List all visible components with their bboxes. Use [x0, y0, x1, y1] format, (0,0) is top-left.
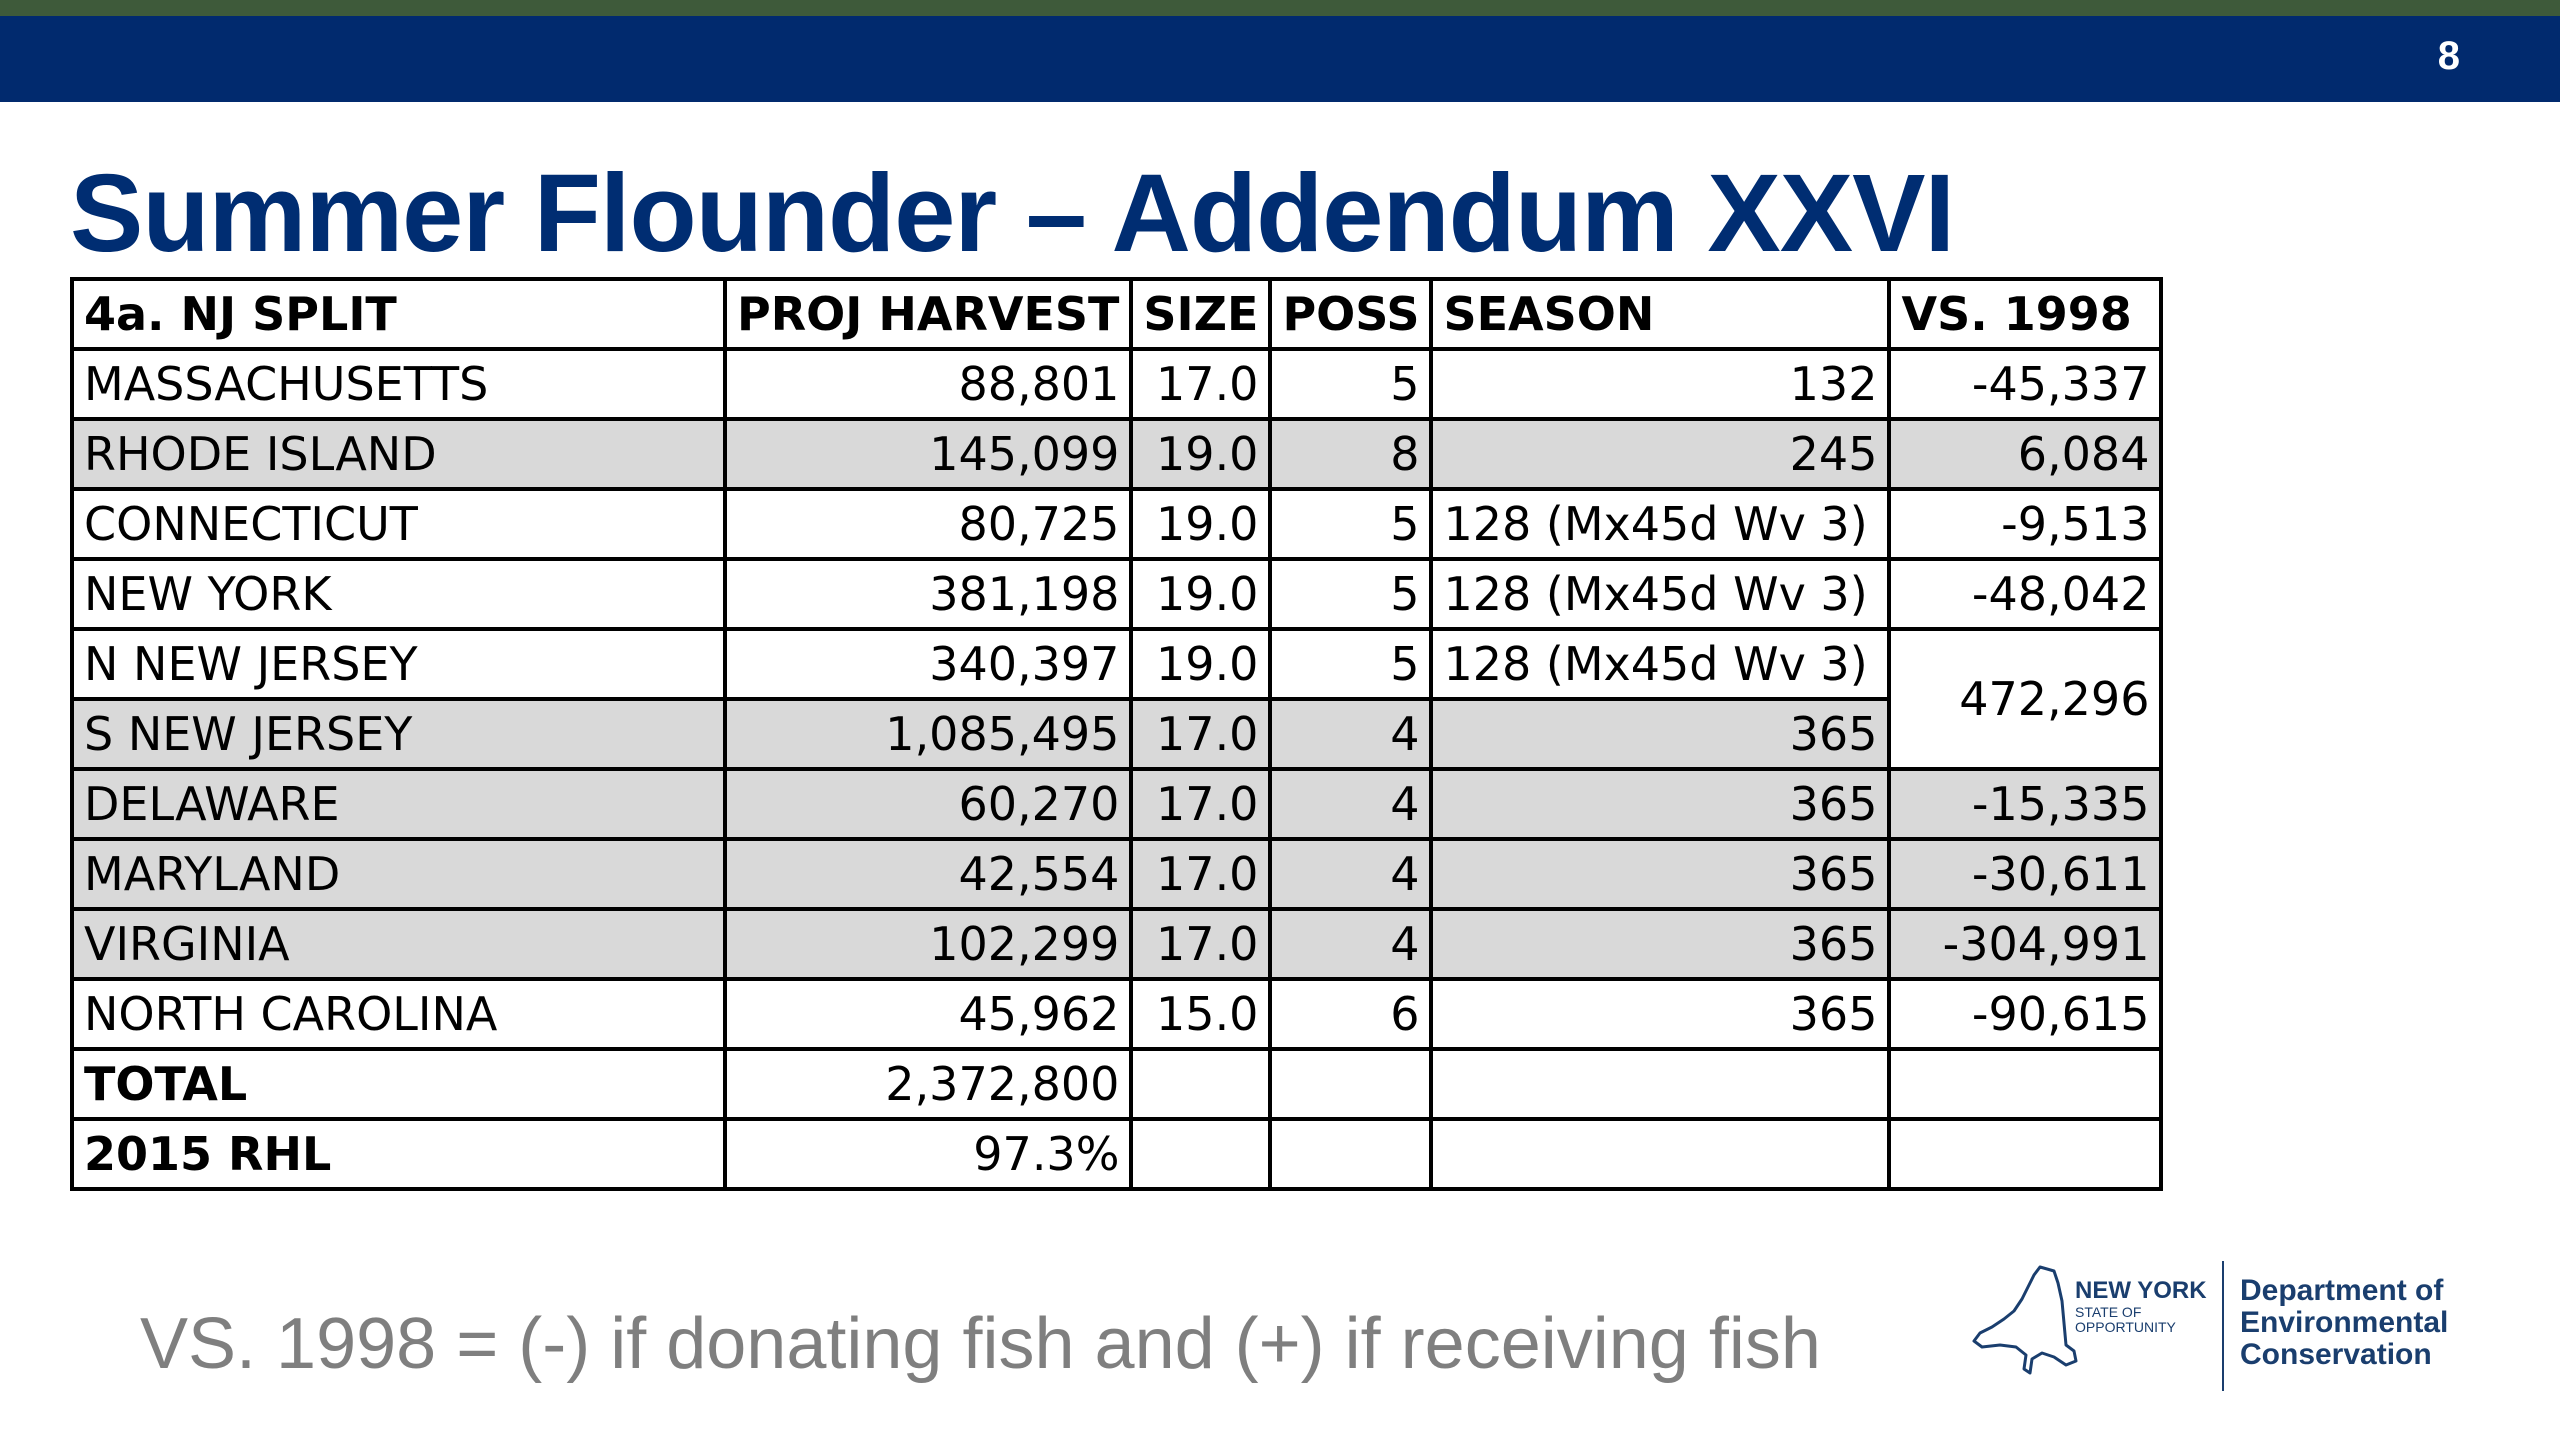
poss-cell: 4	[1270, 769, 1431, 839]
department-name: Department of Environmental Conservation	[2240, 1274, 2449, 1371]
logo-divider	[2222, 1261, 2224, 1391]
empty-cell	[1889, 1049, 2161, 1119]
state-cell: S NEW JERSEY	[72, 699, 725, 769]
season-cell: 365	[1431, 979, 1889, 1049]
season-cell: 365	[1431, 839, 1889, 909]
season-cell: 365	[1431, 909, 1889, 979]
size-cell: 17.0	[1131, 769, 1270, 839]
poss-cell: 4	[1270, 909, 1431, 979]
poss-cell: 5	[1270, 349, 1431, 419]
poss-cell: 5	[1270, 629, 1431, 699]
table-row	[72, 629, 2161, 699]
harvest-table	[70, 277, 2163, 1191]
state-cell: NEW YORK	[72, 559, 725, 629]
top-stripe	[0, 0, 2560, 16]
table-row	[72, 489, 2161, 559]
harvest-cell: 42,554	[725, 839, 1131, 909]
harvest-cell: 340,397	[725, 629, 1131, 699]
vs1998-cell: -48,042	[1889, 559, 2161, 629]
harvest-cell: 88,801	[725, 349, 1131, 419]
table-row	[72, 839, 2161, 909]
harvest-cell: 60,270	[725, 769, 1131, 839]
slide-title: Summer Flounder – Addendum XXVI	[70, 152, 1955, 275]
state-cell: NORTH CAROLINA	[72, 979, 725, 1049]
season-cell: 128 (Mx45d Wv 3)	[1431, 559, 1889, 629]
table-row	[72, 349, 2161, 419]
new-york-state-map-icon	[1970, 1261, 2080, 1381]
header-bar	[0, 16, 2560, 102]
harvest-cell: 1,085,495	[725, 699, 1131, 769]
season-cell: 365	[1431, 769, 1889, 839]
state-cell: MARYLAND	[72, 839, 725, 909]
table-row	[72, 559, 2161, 629]
poss-cell: 8	[1270, 419, 1431, 489]
vs1998-cell: -9,513	[1889, 489, 2161, 559]
table-row	[72, 699, 2161, 769]
poss-cell: 5	[1270, 559, 1431, 629]
rhl-harvest: 97.3%	[725, 1119, 1131, 1189]
col-header-season: SEASON	[1431, 279, 1889, 349]
table-row	[72, 909, 2161, 979]
col-header-size: SIZE	[1131, 279, 1270, 349]
empty-cell	[1131, 1119, 1270, 1189]
vs1998-cell: -90,615	[1889, 979, 2161, 1049]
harvest-cell: 102,299	[725, 909, 1131, 979]
rhl-row	[72, 1119, 2161, 1189]
page-number: 8	[2437, 34, 2460, 78]
harvest-cell: 80,725	[725, 489, 1131, 559]
state-cell: MASSACHUSETTS	[72, 349, 725, 419]
vs1998-cell: -304,991	[1889, 909, 2161, 979]
size-cell: 17.0	[1131, 349, 1270, 419]
season-cell: 128 (Mx45d Wv 3)	[1431, 489, 1889, 559]
total-row	[72, 1049, 2161, 1119]
poss-cell: 6	[1270, 979, 1431, 1049]
empty-cell	[1431, 1119, 1889, 1189]
size-cell: 17.0	[1131, 909, 1270, 979]
state-cell: RHODE ISLAND	[72, 419, 725, 489]
season-cell: 132	[1431, 349, 1889, 419]
state-cell: CONNECTICUT	[72, 489, 725, 559]
col-header-harvest: PROJ HARVEST	[725, 279, 1131, 349]
col-header-vs1998: VS. 1998	[1889, 279, 2161, 349]
season-cell: 245	[1431, 419, 1889, 489]
vs1998-cell: -30,611	[1889, 839, 2161, 909]
vs1998-cell-nj-combined: 472,296	[1889, 629, 2161, 769]
col-header-split: 4a. NJ SPLIT	[72, 279, 725, 349]
harvest-cell: 145,099	[725, 419, 1131, 489]
size-cell: 17.0	[1131, 699, 1270, 769]
vs1998-cell: 6,084	[1889, 419, 2161, 489]
state-cell: N NEW JERSEY	[72, 629, 725, 699]
size-cell: 19.0	[1131, 629, 1270, 699]
size-cell: 15.0	[1131, 979, 1270, 1049]
total-harvest: 2,372,800	[725, 1049, 1131, 1119]
empty-cell	[1131, 1049, 1270, 1119]
poss-cell: 5	[1270, 489, 1431, 559]
vs1998-cell: -15,335	[1889, 769, 2161, 839]
season-cell: 365	[1431, 699, 1889, 769]
nys-dec-logo	[1970, 1255, 2470, 1395]
size-cell: 17.0	[1131, 839, 1270, 909]
state-cell: DELAWARE	[72, 769, 725, 839]
size-cell: 19.0	[1131, 489, 1270, 559]
empty-cell	[1889, 1119, 2161, 1189]
vs1998-cell: -45,337	[1889, 349, 2161, 419]
table-header-row	[72, 279, 2161, 349]
ny-wordmark: NEW YORK	[2075, 1277, 2207, 1304]
harvest-cell: 381,198	[725, 559, 1131, 629]
empty-cell	[1270, 1119, 1431, 1189]
rhl-label: 2015 RHL	[72, 1119, 725, 1189]
state-cell: VIRGINIA	[72, 909, 725, 979]
ny-tagline: STATE OF OPPORTUNITY	[2075, 1304, 2176, 1335]
empty-cell	[1270, 1049, 1431, 1119]
empty-cell	[1431, 1049, 1889, 1119]
table-row	[72, 979, 2161, 1049]
poss-cell: 4	[1270, 699, 1431, 769]
total-label: TOTAL	[72, 1049, 725, 1119]
col-header-poss: POSS	[1270, 279, 1431, 349]
table-row	[72, 769, 2161, 839]
footnote: VS. 1998 = (-) if donating fish and (+) if receiving fish	[140, 1304, 1821, 1384]
poss-cell: 4	[1270, 839, 1431, 909]
table-row	[72, 419, 2161, 489]
size-cell: 19.0	[1131, 559, 1270, 629]
harvest-cell: 45,962	[725, 979, 1131, 1049]
size-cell: 19.0	[1131, 419, 1270, 489]
season-cell: 128 (Mx45d Wv 3)	[1431, 629, 1889, 699]
